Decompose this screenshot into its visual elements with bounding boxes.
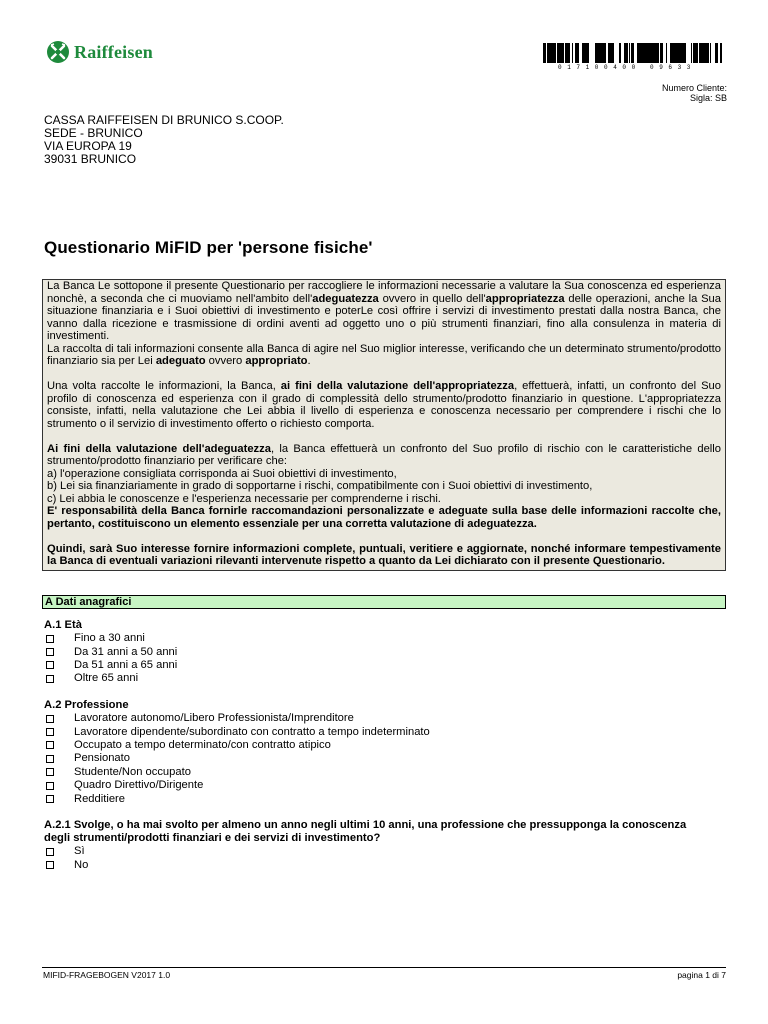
intro-text: La Banca Le sottopone il presente Questionario per raccogliere le informazioni necessarie a valutare la Sua conoscenza ed esperienza nonchè, a seconda che ci muoviamo nell'ambito dell': [47, 280, 721, 305]
barcode-bar: [676, 43, 679, 63]
barcode-bar: [572, 43, 573, 63]
intro-paragraph-4: [47, 443, 721, 468]
barcode-bar: [699, 43, 700, 63]
barcode-bar: [566, 43, 568, 63]
barcode-bar: [602, 43, 604, 63]
raiffeisen-logo: [46, 40, 153, 64]
barcode-bar: [672, 43, 675, 63]
barcode-bar: [584, 43, 586, 63]
barcode-bar: [643, 43, 644, 63]
checkbox[interactable]: [46, 782, 54, 790]
question-a1: [44, 619, 177, 686]
barcode-bar: [599, 43, 602, 63]
barcode-bar: [553, 43, 555, 63]
barcode-bar: [577, 43, 578, 63]
barcode-bar: [685, 43, 686, 63]
barcode-bar: [720, 43, 721, 63]
form-code: MIFID-FRAGEBOGEN V2017 1.0: [43, 970, 171, 980]
barcode-bar: [568, 43, 570, 63]
barcode-bar: [703, 43, 704, 63]
barcode-bar: [707, 43, 709, 63]
checkbox[interactable]: [46, 795, 54, 803]
intro-text: Una volta raccolte le informazioni, la Banca,: [47, 380, 281, 392]
intro-text: ovvero in quello dell': [378, 292, 486, 305]
barcode-bar: [660, 43, 663, 63]
logo-text: Raiffeisen: [74, 41, 153, 62]
option-label: Occupato a tempo determinato/con contratto atipico: [74, 738, 331, 751]
barcode-bar: [710, 43, 711, 63]
question-title: degli strumenti/prodotti finanziari e dei servizi di investimento?: [44, 832, 381, 844]
intro-bold: E' responsabilità della Banca fornirle raccomandazioni personalizzate e adeguate sulla base delle informazioni raccolte che, pertanto, costituiscono un elemento essenziale per una corretta valutazione di adeguatezza.: [47, 505, 721, 530]
barcode-bar: [561, 43, 564, 63]
barcode-bar: [549, 43, 552, 63]
barcode-bar: [583, 43, 584, 63]
intro-text: , la Banca effettuerà un confronto del Suo profilo di rischio con le caratteristiche dello strumento/prodotto finanziario per verificare che:: [47, 442, 721, 467]
barcode-bar: [633, 43, 634, 63]
bank-address: [44, 114, 284, 166]
option-row[interactable]: [44, 712, 430, 725]
intro-bold: ai fini della valutazione dell'appropriatezza: [280, 380, 515, 392]
barcode-bar: [691, 43, 692, 63]
checkbox[interactable]: [46, 848, 54, 856]
checkbox[interactable]: [46, 648, 54, 656]
question-title: A.1 Età: [44, 619, 82, 631]
barcode-bar: [704, 43, 707, 63]
barcode-bar: [715, 43, 717, 63]
checkbox[interactable]: [46, 768, 54, 776]
address-line: VIA EUROPA 19: [44, 139, 132, 153]
client-info: [662, 83, 727, 103]
intro-bold: adeguato: [155, 355, 206, 367]
option-label: Da 51 anni a 65 anni: [74, 658, 178, 671]
barcode-bar: [620, 43, 621, 63]
barcode-bar: [595, 43, 597, 63]
barcode-bar: [559, 43, 561, 63]
checkbox[interactable]: [46, 728, 54, 736]
intro-list-item: c) Lei abbia le conoscenze e l'esperienza necessarie per comprenderne i rischi.: [47, 492, 441, 505]
barcode-bar: [644, 43, 645, 63]
barcode-bar: [640, 43, 641, 63]
option-label: Lavoratore dipendente/subordinato con contratto a tempo indeterminato: [74, 725, 430, 738]
option-row[interactable]: [44, 725, 430, 738]
option-label: Pensionato: [74, 752, 130, 765]
question-title: A.2.1 Svolge, o ha mai svolto per almeno un anno negli ultimi 10 anni, una professione che pressupponga la conoscenza: [44, 819, 687, 831]
barcode-bar: [627, 43, 628, 63]
barcode-bar: [608, 43, 610, 63]
option-row[interactable]: [44, 766, 430, 779]
option-row[interactable]: [44, 659, 177, 672]
barcode-bar: [670, 43, 672, 63]
intro-paragraph-3: [47, 380, 721, 430]
barcode-bar: [565, 43, 566, 63]
checkbox[interactable]: [46, 661, 54, 669]
barcode-bar: [695, 43, 696, 63]
intro-text: , effettuerà, infatti, un confronto del Suo profilo di conoscenza ed esperienza con il grado di complessità dello strumento/prodotto finanziario in questione. L'appropriatezza consiste, infatti, nella valutazione che Lei abbia il livello di esperienza e conoscenza necessario per comprendere i rischi che lo strumento o il servizio di investimento offerto o richiesto comporta.: [47, 380, 721, 430]
barcode-bar: [645, 43, 646, 63]
option-row[interactable]: [44, 858, 724, 871]
barcode-bar: [679, 43, 681, 63]
option-label: Fino a 30 anni: [74, 632, 145, 645]
question-a21: [44, 819, 724, 872]
barcode-bar: [552, 43, 553, 63]
intro-paragraph-5: [47, 543, 721, 568]
barcode-bar: [625, 43, 626, 63]
barcode-bar: [543, 43, 544, 63]
page-number: pagina 1 di 7: [677, 970, 726, 980]
intro-bold: adeguatezza: [312, 292, 379, 305]
intro-text: .: [307, 355, 311, 367]
option-row[interactable]: [44, 672, 177, 685]
barcode-bar: [696, 43, 697, 63]
barcode-bar: [650, 43, 653, 63]
raiffeisen-gable-icon: [46, 40, 70, 64]
address-line: SEDE - BRUNICO: [44, 126, 143, 140]
checkbox[interactable]: [46, 861, 54, 869]
barcode-bar: [631, 43, 632, 63]
barcode-bar: [656, 43, 659, 63]
footer-divider: [42, 967, 726, 968]
intro-bold: Quindi, sarà Suo interesse fornire informazioni complete, puntuali, veritiere e aggiornate, nonché informare tempestivamente la Banca di eventuali variazioni rilevanti intervenute rispetto a quanto da Lei dichiarato con il presente Questionario.: [47, 542, 721, 567]
barcode-bar: [646, 43, 649, 63]
option-row[interactable]: [44, 739, 430, 752]
barcode-bar: [544, 43, 545, 63]
address-line: 39031 BRUNICO: [44, 152, 137, 166]
option-row[interactable]: [44, 845, 724, 858]
section-header: A Dati anagrafici: [42, 595, 726, 609]
barcode-bar: [613, 43, 614, 63]
barcode-bar: [721, 43, 722, 63]
intro-paragraph-1: [47, 280, 721, 343]
option-row[interactable]: [44, 779, 430, 792]
barcode-bar: [629, 43, 630, 63]
barcode-bar: [578, 43, 579, 63]
option-row[interactable]: [44, 752, 430, 765]
barcode-bar: [649, 43, 650, 63]
barcode-bar: [575, 43, 577, 63]
barcode-bar: [697, 43, 698, 63]
option-label: Redditiere: [74, 792, 125, 805]
intro-text: delle operazioni, anche la Sua situazione finanziaria e i Suoi obiettivi di investimento e poterLe così offrire i servizi di investimento prestati dalla nostra Banca, che vanno dalla ricezione e trasmissione di ordini aventi ad oggetto uno o più strumenti finanziari, fino alla consulenza in materia di investimenti.: [47, 292, 721, 342]
checkbox[interactable]: [46, 741, 54, 749]
intro-list-item: a) l'operazione consigliata corrisponda ai Suoi obiettivi di investimento,: [47, 467, 397, 480]
page-title: Questionario MiFID per 'persone fisiche': [44, 238, 373, 257]
barcode-bar: [681, 43, 683, 63]
question-title: A.2 Professione: [44, 699, 129, 711]
option-label: Sì: [74, 845, 85, 858]
barcode-bar: [557, 43, 559, 63]
barcode-bar: [702, 43, 703, 63]
checkbox[interactable]: [46, 755, 54, 763]
barcode-bar: [641, 43, 643, 63]
question-a2: [44, 699, 430, 806]
barcode-bar: [666, 43, 667, 63]
barcode-bar: [582, 43, 583, 63]
barcode-bar: [610, 43, 613, 63]
barcode-bar: [626, 43, 627, 63]
intro-bold: Ai fini della valutazione dell'adeguatezza: [47, 442, 271, 455]
barcode-bar: [555, 43, 556, 63]
checkbox[interactable]: [46, 715, 54, 723]
barcode-bar: [637, 43, 640, 63]
barcode-bar: [598, 43, 599, 63]
barcode-bar: [586, 43, 587, 63]
option-label: No: [74, 858, 89, 871]
option-label: Studente/Non occupato: [74, 765, 191, 778]
barcode-bar: [632, 43, 633, 63]
intro-text: La raccolta di tali informazioni consente alla Banca di agire nel Suo miglior interesse, verificando che un determinato strumento/prodotto finanziario sia per Lei: [47, 342, 721, 367]
client-number-label: Numero Cliente:: [661, 83, 727, 93]
intro-text: ovvero: [205, 355, 246, 367]
barcode-bar: [693, 43, 695, 63]
option-row[interactable]: [44, 632, 177, 645]
option-label: Oltre 65 anni: [74, 672, 139, 685]
option-label: Da 31 anni a 50 anni: [74, 645, 178, 658]
barcode-bar: [547, 43, 549, 63]
address-line: CASSA RAIFFEISEN DI BRUNICO S.COOP.: [44, 113, 284, 127]
intro-bold: appropriato: [245, 355, 308, 367]
checkbox[interactable]: [46, 675, 54, 683]
barcode-bar: [597, 43, 598, 63]
barcode-bar: [624, 43, 625, 63]
option-label: Lavoratore autonomo/Libero Professionista/Imprenditore: [74, 712, 354, 725]
barcode-bar: [717, 43, 718, 63]
barcode-bar: [675, 43, 676, 63]
intro-bold: appropriatezza: [485, 292, 565, 305]
option-label: Quadro Direttivo/Dirigente: [74, 779, 204, 792]
sigla-label: Sigla: SB: [689, 93, 727, 103]
intro-list-item: b) Lei sia finanziariamente in grado di sopportarne i rischi, compatibilmente con i Suoi obiettivi di investimento,: [47, 480, 593, 492]
intro-box: [42, 279, 726, 571]
barcode-bar: [653, 43, 656, 63]
barcode-bar: [700, 43, 702, 63]
barcode-bar: [545, 43, 546, 63]
barcode-bar: [683, 43, 685, 63]
barcode-bar: [587, 43, 589, 63]
barcode-bar: [619, 43, 620, 63]
barcode: [543, 43, 725, 66]
intro-paragraph-2: [47, 343, 721, 368]
barcode-digits: 017100400 09633: [558, 64, 697, 71]
intro-responsibility: [47, 505, 721, 530]
option-row[interactable]: [44, 792, 430, 805]
checkbox[interactable]: [46, 635, 54, 643]
barcode-bar: [604, 43, 606, 63]
option-row[interactable]: [44, 645, 177, 658]
